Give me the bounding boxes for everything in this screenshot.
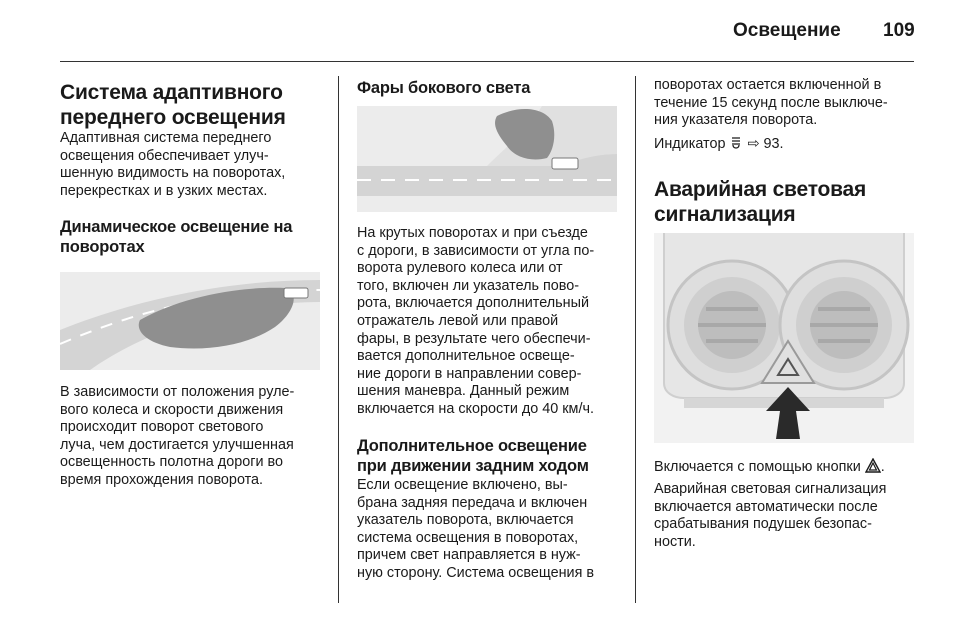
column-divider-1 xyxy=(338,76,339,603)
cornering-duration-text: поворотах остается включенной в течение 15 секунд после выключе- ния указателя поворота. xyxy=(654,77,888,129)
cornering-light-icon xyxy=(729,136,743,150)
hazard-switch-illustration xyxy=(654,233,914,443)
column-divider-2 xyxy=(635,76,636,603)
indicator-page-ref: 93. xyxy=(763,136,784,152)
dynamic-lighting-heading: Динамическое освещение на поворотах xyxy=(60,218,293,256)
cornering-lights-illustration xyxy=(357,106,617,212)
cornering-lights-heading: Фары бокового света xyxy=(357,79,531,97)
hazard-lights-heading: Аварийная световая сигнализация xyxy=(654,178,867,226)
page-number: 109 xyxy=(883,20,915,41)
page-ref-arrow-icon: ⇨ xyxy=(747,136,760,152)
header-rule xyxy=(60,61,914,62)
indicator-reference xyxy=(654,136,784,154)
indicator-label: Индикатор xyxy=(654,136,726,152)
afl-heading: Система адаптивного переднего освещения xyxy=(60,81,286,129)
hazard-auto-text: Аварийная световая сигнализация включается автоматически после срабатывания подушек безопас- ности. xyxy=(654,481,887,550)
afl-intro-text: Адаптивная система переднего освещения обеспечивает улуч- шенную видимость на поворотах, перекрестках и в узких местах. xyxy=(60,130,286,199)
hazard-button-text: Включается с помощью кнопки xyxy=(654,459,861,475)
page-section-title: Освещение xyxy=(733,20,841,41)
cornering-lights-text: На крутых поворотах и при съезде с дороги, в зависимости от угла по- ворота рулевого колеса или от того, включен ли указатель пово- рота, включается дополнительный отражатель левой или правой фары, в результате чего обеспечи- вается дополнительное освеще- ние дороги в направлении совер- шения маневра. Данный режим включается на скорости до 40 км/ч. xyxy=(357,225,595,417)
dynamic-lighting-text: В зависимости от положения руле- вого колеса и скорости движения происходит поворот светового луча, чем достигается улучшенная освещенность полотна дороги во время прохождения поворота. xyxy=(60,384,295,488)
reverse-lighting-text: Если освещение включено, вы- брана задняя передача и включен указатель поворота, включается система освещения в поворотах, причем свет направляется в нуж- ную сторону. Система освещения в xyxy=(357,477,595,581)
hazard-button-line xyxy=(654,458,885,477)
hazard-line-period: . xyxy=(880,459,885,475)
hazard-triangle-icon xyxy=(865,458,881,473)
dynamic-lighting-illustration xyxy=(60,272,320,370)
reverse-lighting-heading: Дополнительное освещение при движении задним ходом xyxy=(357,437,589,475)
